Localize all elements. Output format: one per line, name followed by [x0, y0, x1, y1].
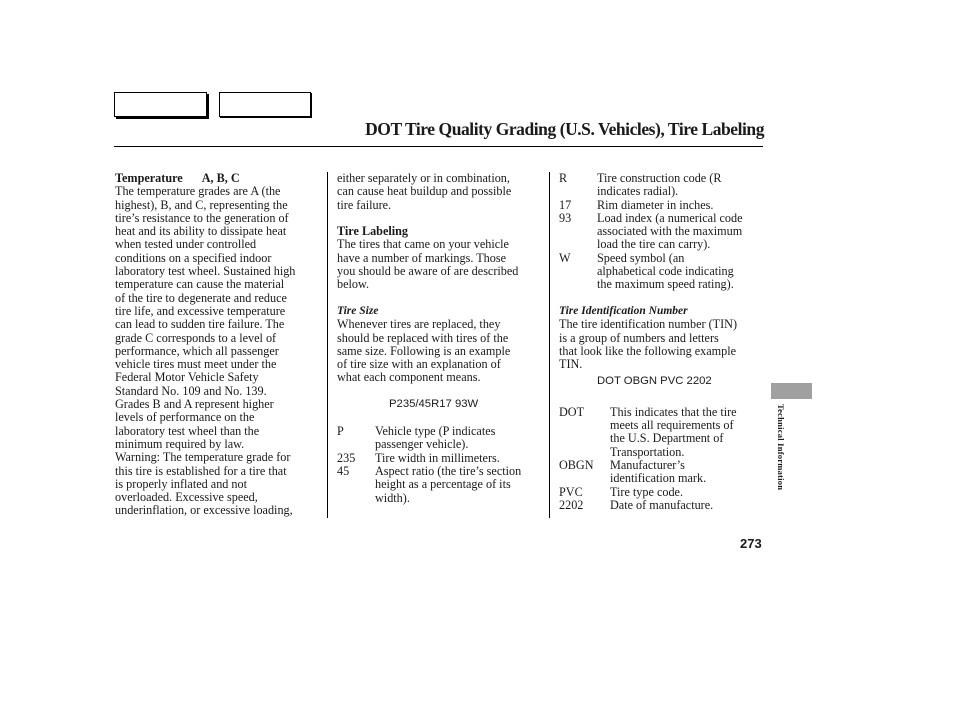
definition-text: Load index (a numerical code	[597, 210, 743, 225]
body-line: tire’s resistance to the generation of	[115, 210, 289, 225]
definition-row	[337, 425, 549, 438]
definition-text: meets all requirements of	[610, 418, 734, 433]
body-line: heat and its ability to dissipate heat	[115, 224, 287, 239]
definition-row	[337, 438, 549, 451]
body-line: this tire is established for a tire that	[115, 463, 287, 478]
tire-labeling-body	[337, 238, 549, 291]
column-divider	[327, 172, 328, 518]
body-line: Warning: The temperature grade for	[115, 450, 291, 465]
body-line: highest), B, and C, representing the	[115, 197, 288, 212]
nav-box-left[interactable]	[114, 92, 207, 117]
body-line: minimum required by law.	[115, 436, 245, 451]
definition-key	[559, 432, 610, 445]
title-rule	[114, 146, 763, 147]
temperature-grades: A, B, C	[201, 171, 240, 185]
definition-key	[337, 478, 375, 491]
definition-text: Tire width in millimeters.	[375, 450, 500, 465]
definition-key	[559, 446, 610, 459]
body-line: tire life, and excessive temperature	[115, 303, 286, 318]
definition-key: PVC	[559, 484, 583, 499]
definition-row	[559, 225, 764, 238]
tin-body	[559, 318, 764, 371]
continued-text	[337, 172, 549, 212]
body-line: conditions on a specified indoor	[115, 250, 272, 265]
section-tab-label: Technical Information	[776, 404, 786, 491]
definition-row	[337, 465, 549, 478]
body-line: performance, which all passenger	[115, 343, 279, 358]
body-line: overloaded. Excessive speed,	[115, 490, 258, 505]
definition-key	[559, 238, 597, 251]
definition-text: associated with the maximum	[597, 224, 743, 239]
body-line: can lead to sudden tire failure. The	[115, 317, 285, 332]
body-line: Grades B and A represent higher	[115, 397, 274, 412]
body-line: that look like the following example	[559, 343, 737, 358]
page-title: DOT Tire Quality Grading (U.S. Vehicles), Tire Labeling	[365, 119, 764, 139]
body-line: you should be aware of are described	[337, 264, 519, 279]
definition-text: indicates radial).	[597, 184, 679, 199]
definition-key: DOT	[559, 404, 585, 419]
definition-key: R	[559, 171, 568, 185]
definition-key	[559, 185, 597, 198]
body-line: below.	[337, 277, 370, 292]
definition-row	[337, 452, 549, 465]
definition-text: the maximum speed rating).	[597, 277, 734, 292]
body-line: of tire size with an explanation of	[337, 357, 501, 372]
definition-text: Transportation.	[610, 444, 685, 459]
body-line: Standard No. 109 and No. 139.	[115, 383, 267, 398]
body-line: should be replaced with tires of the	[337, 330, 509, 345]
body-line: is a group of numbers and letters	[559, 330, 719, 345]
column-tire-labeling	[337, 172, 549, 505]
tire-size-heading: Tire Size	[337, 304, 379, 317]
definition-row	[559, 472, 764, 485]
definition-row	[559, 278, 764, 291]
definition-row	[559, 172, 764, 185]
definition-row	[559, 419, 764, 432]
body-line: temperature can cause the material	[115, 277, 285, 292]
column-temperature	[115, 172, 325, 518]
definition-text: Speed symbol (an	[597, 250, 685, 265]
definition-text: Tire construction code (R	[597, 171, 722, 185]
body-line: what each component means.	[337, 370, 481, 385]
definition-key	[337, 492, 375, 505]
temperature-term: Temperature	[115, 171, 183, 185]
page-number: 273	[740, 536, 762, 551]
definition-text: the U.S. Department of	[610, 431, 724, 446]
definition-row	[559, 446, 764, 459]
definition-row	[559, 486, 764, 499]
definition-text: Aspect ratio (the tire’s section	[375, 463, 522, 478]
definition-key	[559, 265, 597, 278]
tin-example: DOT OBGN PVC 2202	[597, 375, 712, 388]
definition-text: Date of manufacture.	[610, 497, 714, 512]
definition-key: OBGN	[559, 457, 594, 472]
definition-row	[559, 185, 764, 198]
column-tin	[559, 172, 764, 512]
definition-row	[337, 492, 549, 505]
definition-text: load the tire can carry).	[597, 237, 711, 252]
definition-key	[559, 225, 597, 238]
definition-key	[559, 278, 597, 291]
definition-text: Manufacturer’s	[610, 457, 685, 472]
definition-key: P	[337, 424, 344, 439]
body-line: The tire identification number (TIN)	[559, 317, 738, 332]
section-tab[interactable]	[771, 383, 812, 399]
definition-key	[559, 419, 610, 432]
body-line: have a number of markings. Those	[337, 250, 507, 265]
body-line: levels of performance on the	[115, 410, 255, 425]
temperature-body	[115, 185, 325, 517]
tire-labeling-heading: Tire Labeling	[337, 224, 408, 239]
definition-key: 45	[337, 463, 350, 478]
body-line: laboratory test wheel than the	[115, 423, 260, 438]
column-divider	[549, 172, 550, 518]
definition-text: Vehicle type (P indicates	[375, 424, 496, 439]
temperature-heading	[115, 172, 325, 185]
body-line: Federal Motor Vehicle Safety	[115, 370, 259, 385]
body-line: can cause heat buildup and possible	[337, 184, 512, 199]
definition-key	[337, 438, 375, 451]
body-line: when tested under controlled	[115, 237, 257, 252]
body-line: either separately or in combination,	[337, 171, 510, 185]
body-line: TIN.	[559, 357, 583, 372]
body-line: vehicle tires must meet under the	[115, 357, 277, 372]
definition-row	[559, 459, 764, 472]
definition-text: alphabetical code indicating	[597, 264, 734, 279]
definition-key: W	[559, 250, 571, 265]
definition-text: Tire type code.	[610, 484, 683, 499]
definition-text: passenger vehicle).	[375, 437, 469, 452]
definition-text: width).	[375, 490, 410, 505]
tire-size-body	[337, 318, 549, 384]
definition-row	[559, 499, 764, 512]
definition-text: identification mark.	[610, 471, 707, 486]
body-line: tire failure.	[337, 197, 392, 212]
tin-heading: Tire Identification Number	[559, 304, 688, 317]
tin-definitions	[559, 406, 764, 512]
definition-row	[559, 265, 764, 278]
body-line: grade C corresponds to a level of	[115, 330, 277, 345]
tire-size-definitions	[337, 425, 549, 505]
body-line: of the tire to degenerate and reduce	[115, 290, 287, 305]
body-line: The tires that came on your vehicle	[337, 237, 509, 252]
definition-row	[559, 199, 764, 212]
body-line: Whenever tires are replaced, they	[337, 317, 501, 332]
definition-row	[559, 406, 764, 419]
tire-size-definitions-continued	[559, 172, 764, 292]
definition-text: This indicates that the tire	[610, 404, 737, 419]
definition-key: 93	[559, 210, 572, 225]
definition-key	[559, 472, 610, 485]
definition-row	[559, 432, 764, 445]
definition-key: 2202	[559, 497, 584, 512]
definition-row	[559, 238, 764, 251]
nav-box-right[interactable]	[219, 92, 311, 117]
body-line: The temperature grades are A (the	[115, 184, 281, 199]
definition-key: 235	[337, 450, 356, 465]
body-line: laboratory test wheel. Sustained high	[115, 264, 296, 279]
definition-text: Rim diameter in inches.	[597, 197, 714, 212]
body-line: is properly inflated and not	[115, 476, 247, 491]
body-line: underinflation, or excessive loading,	[115, 503, 293, 518]
tire-size-example: P235/45R17 93W	[389, 397, 479, 410]
definition-row	[559, 212, 764, 225]
body-line: same size. Following is an example	[337, 343, 511, 358]
definition-row	[559, 252, 764, 265]
definition-key: 17	[559, 197, 572, 212]
definition-text: height as a percentage of its	[375, 477, 511, 492]
definition-row	[337, 478, 549, 491]
